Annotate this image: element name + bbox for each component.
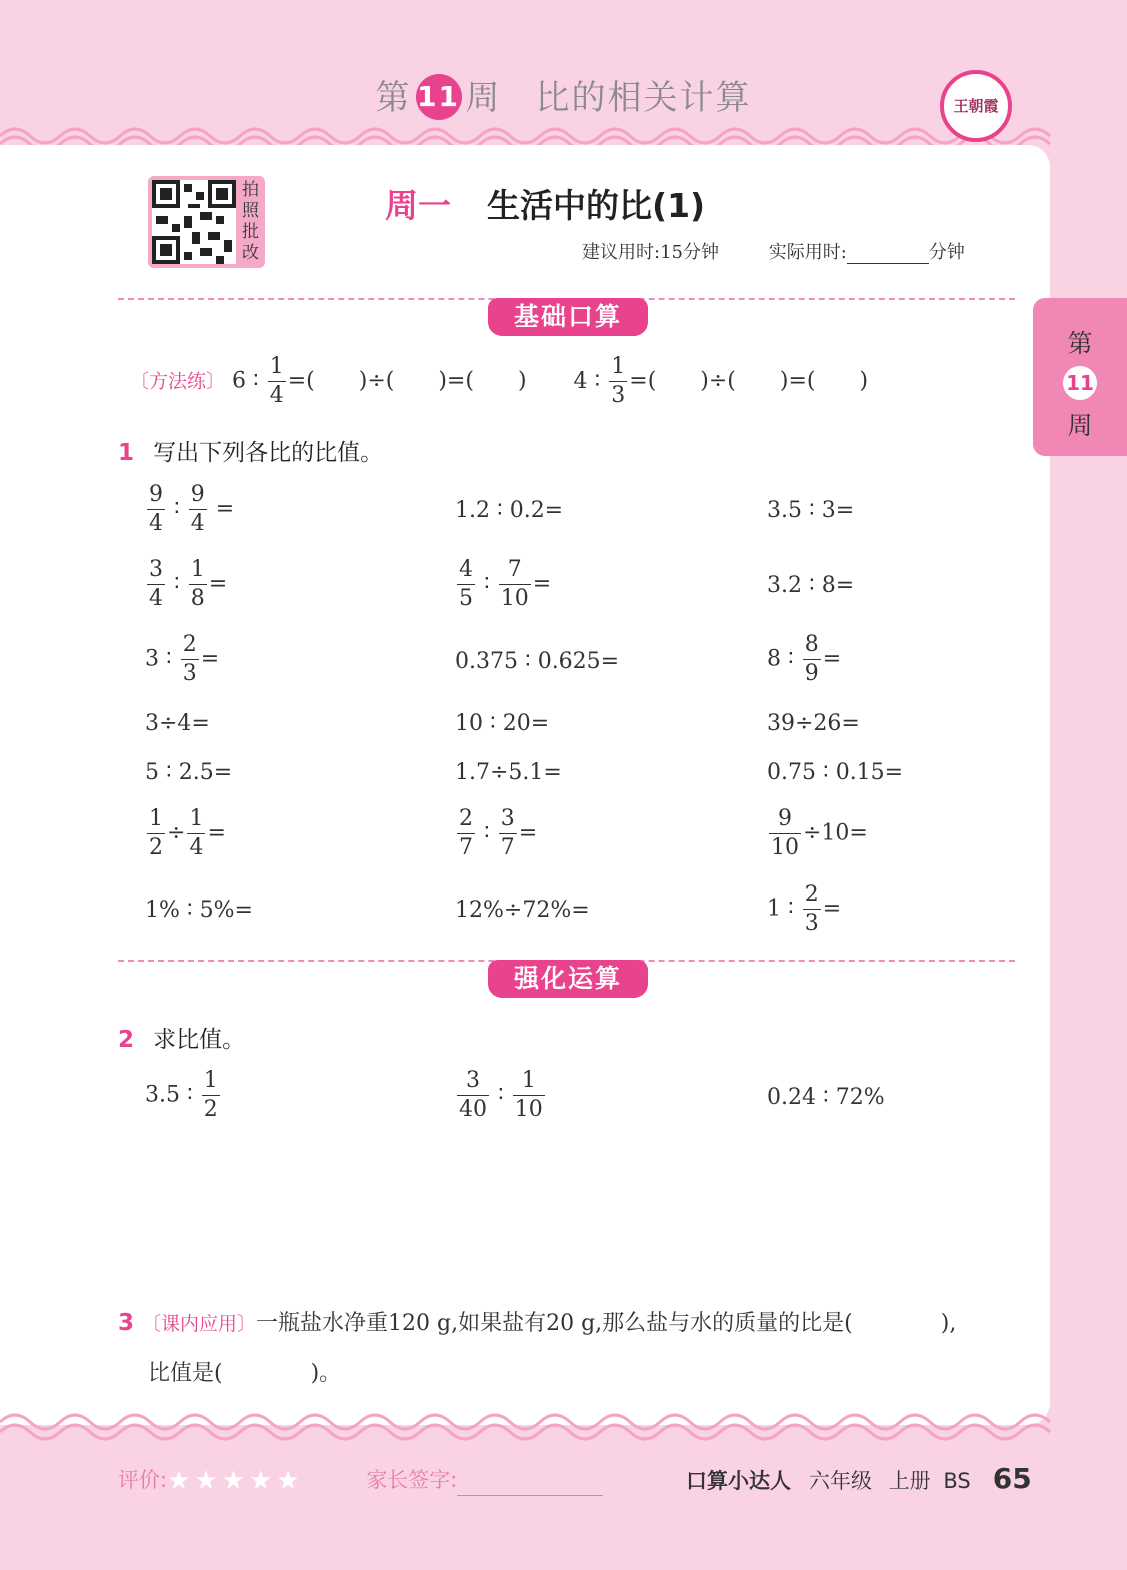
lesson-title: 生活中的比(1)	[487, 186, 706, 225]
suggested-time: 建议用时:15分钟	[582, 242, 719, 263]
lead-term: 3 ∶	[145, 646, 172, 672]
week-prefix: 第	[375, 78, 412, 118]
time-line	[582, 238, 965, 264]
denominator: 5	[459, 586, 473, 611]
lead-term: 1 ∶	[767, 896, 794, 922]
operator: ∶	[174, 571, 180, 597]
denominator: 9	[804, 661, 819, 686]
q2-item[interactable]: 0.24 ∶ 72%	[767, 1085, 885, 1110]
method-tag: 〔方法练〕	[130, 370, 226, 393]
q1-item[interactable]: 39÷26=	[767, 711, 860, 736]
numerator: 3	[499, 808, 517, 834]
numerator: 9	[189, 484, 207, 510]
q3-text-line1[interactable]: 一瓶盐水净重120 g,如果盐有20 g,那么盐与水的质量的比是( ),	[256, 1311, 957, 1336]
footer-right	[686, 1462, 1032, 1495]
method-expr2-fraction	[609, 356, 627, 407]
denominator: 2	[203, 1097, 218, 1122]
section-basic-tab: 基础口算	[488, 298, 648, 336]
side-tab-number: 11	[1063, 366, 1097, 400]
fraction	[147, 808, 165, 859]
equals: =	[200, 646, 220, 672]
q1-item[interactable]: 3.5 ∶ 3=	[767, 498, 855, 523]
equals: =	[532, 571, 552, 597]
fraction	[803, 634, 821, 685]
numerator: 4	[457, 559, 475, 585]
fraction	[769, 808, 801, 859]
numerator: 1	[268, 356, 286, 382]
denominator: 40	[459, 1097, 487, 1122]
method-expr2-lead: 4 ∶	[573, 368, 601, 394]
q3-block	[118, 1298, 1018, 1399]
week-topic: 比的相关计算	[535, 78, 752, 118]
q1-item[interactable]: 5 ∶ 2.5=	[145, 760, 233, 785]
operator: ∶	[498, 1082, 504, 1108]
qr-label-char: 照	[242, 201, 259, 221]
day-title	[385, 180, 705, 227]
q1-item[interactable]: 0.75 ∶ 0.15=	[767, 760, 904, 785]
q2-number: 2	[118, 1027, 135, 1053]
denominator: 4	[149, 511, 163, 536]
parent-sign-label: 家长签字:	[366, 1468, 458, 1492]
numerator: 1	[187, 808, 205, 834]
q2-text: 求比值。	[153, 1027, 246, 1053]
q1-item[interactable]: 1.2 ∶ 0.2=	[455, 498, 564, 523]
q1-item[interactable]	[145, 808, 226, 859]
q3-text-line2[interactable]: 比值是( )。	[148, 1361, 342, 1386]
lead-term: 8 ∶	[767, 646, 794, 672]
lead-term: 3.5 ∶	[145, 1082, 193, 1108]
numerator: 7	[499, 559, 531, 585]
page-number: 65	[992, 1462, 1032, 1495]
q2-item[interactable]	[145, 1070, 222, 1121]
fraction	[147, 484, 165, 535]
equals: =	[207, 820, 226, 846]
rating-label: 评价:	[118, 1468, 168, 1492]
parent-sign-blank[interactable]	[457, 1473, 603, 1496]
day-label: 周一	[385, 186, 451, 225]
denominator: 4	[189, 835, 204, 860]
numerator: 1	[189, 559, 207, 585]
q1-heading	[118, 434, 383, 467]
actual-time-blank[interactable]	[847, 243, 929, 264]
week-number-badge: 11	[416, 74, 462, 120]
qr-code-icon[interactable]	[152, 180, 236, 264]
fraction	[187, 808, 205, 859]
fraction	[202, 1070, 220, 1121]
operator: ÷	[167, 820, 186, 846]
section-advanced-tab: 强化运算	[488, 960, 648, 998]
denominator: 2	[149, 835, 163, 860]
book-grade: 六年级	[809, 1469, 872, 1493]
fraction	[499, 808, 517, 859]
numerator: 2	[457, 808, 475, 834]
numerator: 9	[769, 808, 801, 834]
q1-item[interactable]: 10 ∶ 20=	[455, 711, 550, 736]
fraction	[181, 634, 199, 685]
numerator: 3	[147, 559, 165, 585]
denominator: 4	[149, 586, 163, 611]
q1-item[interactable]: 3÷4=	[145, 711, 210, 736]
q1-number: 1	[118, 440, 135, 466]
q1-item[interactable]	[767, 634, 841, 685]
qr-label-char: 批	[242, 222, 259, 242]
denominator: 3	[804, 911, 819, 936]
q1-item[interactable]	[145, 484, 234, 535]
numerator: 2	[803, 884, 821, 910]
q1-item[interactable]: 1% ∶ 5%=	[145, 898, 253, 923]
equals: ÷10=	[803, 820, 868, 846]
method-expr1-fraction	[268, 356, 286, 407]
q3-number: 3	[118, 1310, 135, 1336]
denominator: 7	[500, 835, 515, 860]
q1-item[interactable]	[455, 808, 537, 859]
denominator: 7	[459, 835, 473, 860]
q2-heading	[118, 1021, 245, 1054]
q3-line1	[118, 1298, 1018, 1349]
equals: =	[208, 571, 228, 597]
content-card	[0, 145, 1050, 1425]
qr-label-char: 拍	[242, 180, 259, 200]
q1-item[interactable]: 3.2 ∶ 8=	[767, 573, 855, 598]
q1-item[interactable]	[455, 559, 551, 610]
operator: ∶	[484, 571, 490, 597]
denominator: 4	[190, 511, 205, 536]
method-practice	[130, 356, 868, 407]
method-expr2-blanks[interactable]: =( )÷( )=( )	[629, 368, 869, 394]
denominator: 3	[182, 661, 197, 686]
book-brand: 口算小达人	[686, 1469, 791, 1493]
numerator: 3	[457, 1070, 489, 1096]
method-expr1-blanks[interactable]: =( )÷( )=( )	[287, 368, 527, 394]
operator: ∶	[174, 496, 180, 522]
book-volume: 上册	[888, 1469, 931, 1493]
qr-label-char: 改	[242, 243, 259, 263]
week-side-tab	[1033, 298, 1127, 456]
denominator: 10	[771, 835, 799, 860]
q1-item[interactable]	[145, 559, 227, 610]
denominator: 10	[500, 586, 529, 611]
q1-item[interactable]	[767, 884, 841, 935]
denominator: 10	[514, 1097, 543, 1122]
numerator: 1	[609, 356, 627, 382]
q1-item[interactable]: 12%÷72%=	[455, 898, 590, 923]
footer-left	[118, 1464, 603, 1496]
q1-item[interactable]: 0.375 ∶ 0.625=	[455, 649, 620, 674]
week-suffix: 周	[465, 78, 502, 118]
numerator: 2	[181, 634, 199, 660]
q1-item[interactable]: 1.7÷5.1=	[455, 760, 562, 785]
denominator: 8	[190, 586, 205, 611]
denominator: 3	[611, 383, 626, 408]
fraction	[147, 559, 165, 610]
actual-time-label: 实际用时:	[768, 242, 847, 263]
numerator: 1	[202, 1070, 220, 1096]
numerator: 9	[147, 484, 165, 510]
fraction	[457, 808, 475, 859]
q1-item[interactable]	[767, 808, 868, 859]
fraction	[457, 559, 475, 610]
numerator: 1	[147, 808, 165, 834]
fraction	[499, 559, 531, 610]
q2-item[interactable]	[455, 1070, 547, 1121]
qr-label	[242, 180, 262, 264]
q1-item[interactable]	[145, 634, 219, 685]
q1-text: 写出下列各比的比值。	[153, 440, 384, 466]
rating-stars-icon[interactable]: ★★★★★	[167, 1466, 304, 1496]
side-tab-top: 第	[1067, 329, 1093, 358]
equals: =	[822, 646, 842, 672]
equals: =	[215, 496, 235, 522]
equals: =	[518, 820, 538, 846]
fraction	[189, 484, 207, 535]
actual-time-unit: 分钟	[928, 242, 965, 263]
brand-logo: 王朝霞	[940, 70, 1012, 142]
method-expr1-lead: 6 ∶	[232, 368, 259, 394]
fraction	[513, 1070, 545, 1121]
fraction	[189, 559, 207, 610]
fraction	[803, 884, 821, 935]
q3-tag: 〔课内应用〕	[142, 1313, 257, 1335]
fraction	[457, 1070, 489, 1121]
side-tab-bottom: 周	[1067, 411, 1093, 440]
operator: ∶	[484, 820, 490, 846]
numerator: 1	[513, 1070, 545, 1096]
bottom-wave-border	[0, 1410, 1060, 1446]
equals: =	[822, 896, 842, 922]
book-edition: BS	[943, 1469, 971, 1493]
denominator: 4	[269, 383, 284, 408]
numerator: 8	[803, 634, 821, 660]
